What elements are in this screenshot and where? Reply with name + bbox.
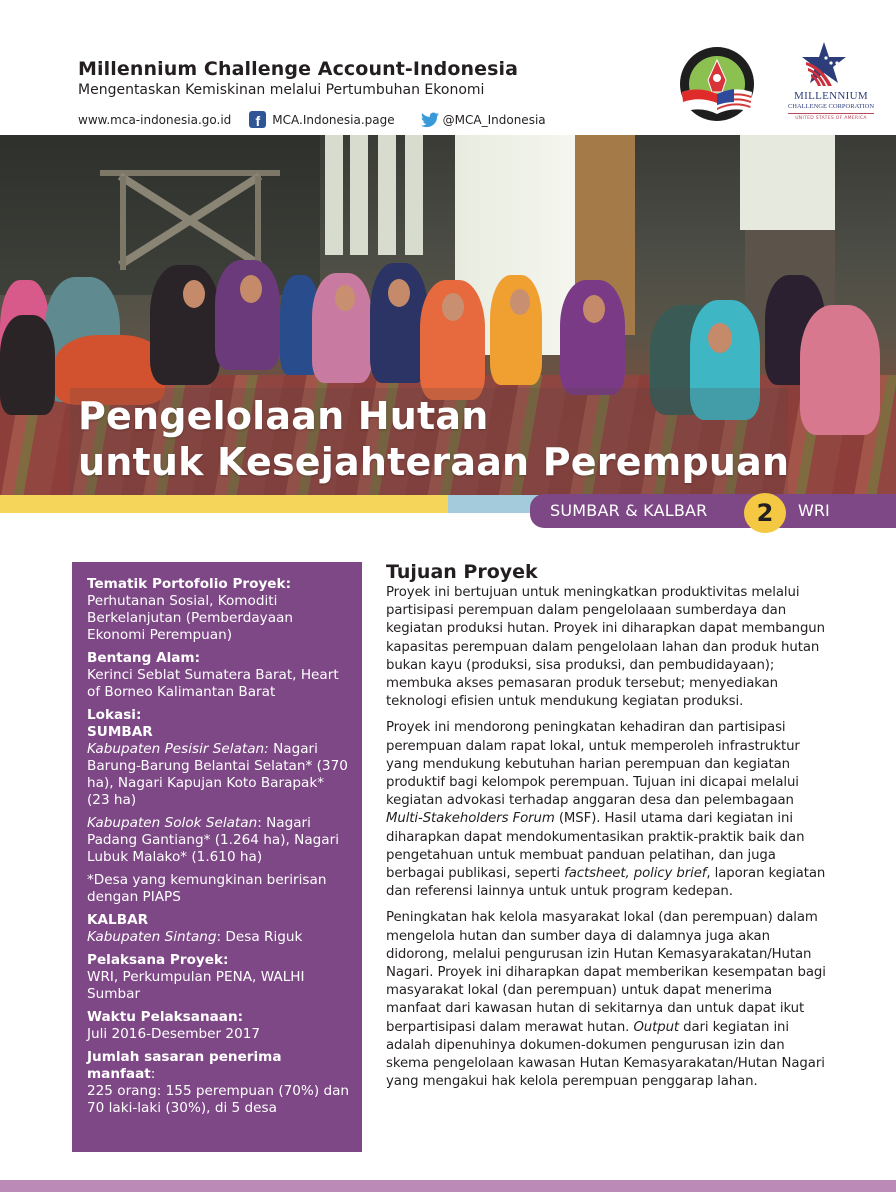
main-content (386, 560, 826, 1099)
mcai-logo (676, 46, 758, 124)
info-label: Kabupaten Solok Selatan (87, 815, 258, 831)
text-run: Peningkatan hak kelola masyarakat lokal (dan perempuan) dalam mengelola hutan dan sumber daya di dalamnya juga akan didorong, melalui pengurusan izin Hutan Kemasyarakatan/Hutan Nagari. Proyek ini diharapkan dapat memberikan kesempatan bagi masyarakat lokal (dan perempuan) untuk dapat menerima manfaat dari kawasan hutan di sekitarnya dan untuk dapat ikut berpartisipasi dalam merawat hutan. (386, 910, 826, 1035)
italic-term: factsheet, policy brief (564, 866, 707, 882)
photo-window (378, 135, 396, 255)
info-text: Kerinci Seblat Sumatera Barat, Heart of Borneo Kalimantan Barat (87, 667, 339, 700)
star-icon (796, 40, 852, 88)
italic-term: Output (633, 1019, 680, 1035)
twitter-label: @MCA_Indonesia (442, 112, 546, 127)
region-label: SUMBAR & KALBAR (550, 501, 708, 520)
title-line-2: untuk Kesejahteraan Perempuan (78, 440, 790, 484)
twitter-icon (421, 112, 439, 128)
info-text: 225 orang: 155 perempuan (70%) dan 70 laki-laki (30%), di 5 desa (87, 1083, 350, 1116)
info-tematik (87, 576, 350, 644)
info-bentang (87, 650, 350, 701)
info-label: Kabupaten Sintang (87, 929, 217, 945)
photo-window (740, 135, 835, 230)
title-line-1: Pengelolaan Hutan (78, 394, 489, 438)
project-number-badge: 2 (744, 493, 786, 533)
facebook-link[interactable] (249, 111, 394, 128)
text-run: , laporan kegiatan dan referensi lainnya untuk untuk program kedepan. (386, 866, 826, 900)
info-text: WRI, Perkumpulan PENA, WALHI Sumbar (87, 969, 305, 1002)
org-tagline: Mengentaskan Kemiskinan melalui Pertumbuhan Ekonomi (78, 82, 485, 98)
mcc-name: MILLENNIUM (794, 90, 868, 102)
info-note: *Desa yang kemungkinan beririsan dengan PIAPS (87, 872, 327, 905)
paragraph-3 (386, 909, 826, 1091)
info-pelaksana (87, 952, 350, 1003)
mcc-logo (776, 40, 886, 126)
photo-window (405, 135, 423, 255)
info-text: Juli 2016-Desember 2017 (87, 1026, 261, 1042)
twitter-link[interactable] (421, 112, 546, 128)
section-title: Tujuan Proyek (386, 561, 538, 583)
contact-row (78, 111, 546, 128)
info-subheading-kalbar: KALBAR (87, 912, 149, 928)
info-text: Nagari Barung-Barung Belantai Selatan* (370 ha), Nagari Kapujan Koto Barapak* (23 ha) (87, 741, 348, 808)
info-heading: Lokasi: (87, 707, 142, 723)
info-lokasi (87, 707, 350, 946)
info-text: : Nagari Padang Gantiang* (1.264 ha), Nagari Lubuk Malako* (1.610 ha) (87, 815, 339, 865)
facebook-icon: f (249, 111, 266, 128)
yellow-stripe (0, 495, 448, 513)
text-run: dari kegiatan ini adalah dipenuhinya dokumen-dokumen pengurusan izin dan skema pengelolaan kawasan Hutan Kemasyarakatan/Hutan Nagari yang mengakui hak kelola perempuan penggarap lahan. (386, 1019, 825, 1090)
project-info-box (72, 562, 362, 1152)
info-label: Kabupaten Pesisir Selatan: (87, 741, 269, 757)
info-heading (87, 1049, 350, 1083)
footer-bar (0, 1180, 896, 1192)
photo-window (350, 135, 368, 255)
info-sintang (87, 929, 350, 946)
organization-label: WRI (798, 501, 830, 520)
text-run: (MSF). Hasil utama dari kegiatan ini diharapkan dapat mendokumentasikan praktik-praktik baik dan pengetahuan untuk membuat panduan pelatihan, dan juga berbagai publikasi, seperti (386, 811, 805, 882)
facebook-label: MCA.Indonesia.page (272, 112, 395, 127)
info-heading-text: Jumlah sasaran penerima manfaat (87, 1049, 282, 1082)
info-solok (87, 815, 350, 866)
info-heading: Bentang Alam: (87, 650, 201, 666)
info-waktu (87, 1009, 350, 1043)
website-link[interactable]: www.mca-indonesia.go.id (78, 112, 232, 127)
text-run: Proyek ini mendorong peningkatan kehadiran dan partisipasi perempuan dalam rapat lokal, untuk memperoleh infrastruktur yang mendukung kebutuhan harian perempuan dan kegiatan produktif bagi kelompok perempuan. Tujuan ini dicapai melalui kegiatan advokasi terhadap anggaran desa dan pelembagaan (386, 720, 800, 809)
info-heading: Pelaksana Proyek: (87, 952, 229, 968)
photo-people (0, 255, 896, 405)
org-title: Millennium Challenge Account-Indonesia (78, 58, 519, 80)
info-sasaran (87, 1049, 350, 1117)
info-heading: Waktu Pelaksanaan: (87, 1009, 244, 1025)
page-title (78, 393, 789, 485)
info-text: : Desa Riguk (216, 929, 303, 945)
info-heading: Tematik Portofolio Proyek: (87, 576, 292, 592)
paragraph-2 (386, 719, 826, 901)
info-colon: : (150, 1066, 156, 1082)
mcc-subname: CHALLENGE CORPORATION (787, 103, 875, 110)
italic-term: Multi-Stakeholders Forum (386, 811, 555, 827)
info-subheading-sumbar: SUMBAR (87, 724, 153, 740)
info-pesisir (87, 741, 350, 809)
page-header (0, 0, 896, 135)
mcc-country: UNITED STATES OF AMERICA (795, 116, 867, 121)
paragraph-1: Proyek ini bertujuan untuk meningkatkan produktivitas melalui partisipasi perempuan dalam pengelolaaan sumberdaya dan kegiatan produksi hutan. Proyek ini diharapkan dapat membangun kapasitas perempuan dalam pengelolaan lahan dan produk hutan bukan kayu (produksi, sisa produksi, dan pembudidayaan); membuka akses pemasaran produk tersebut; menyediakan teknologi efisien untuk mendukung kegiatan produksi. (386, 585, 825, 710)
mcc-divider (788, 113, 874, 114)
photo-window (325, 135, 343, 255)
info-text: Perhutanan Sosial, Komoditi Berkelanjutan (Pemberdayaan Ekonomi Perempuan) (87, 593, 293, 643)
